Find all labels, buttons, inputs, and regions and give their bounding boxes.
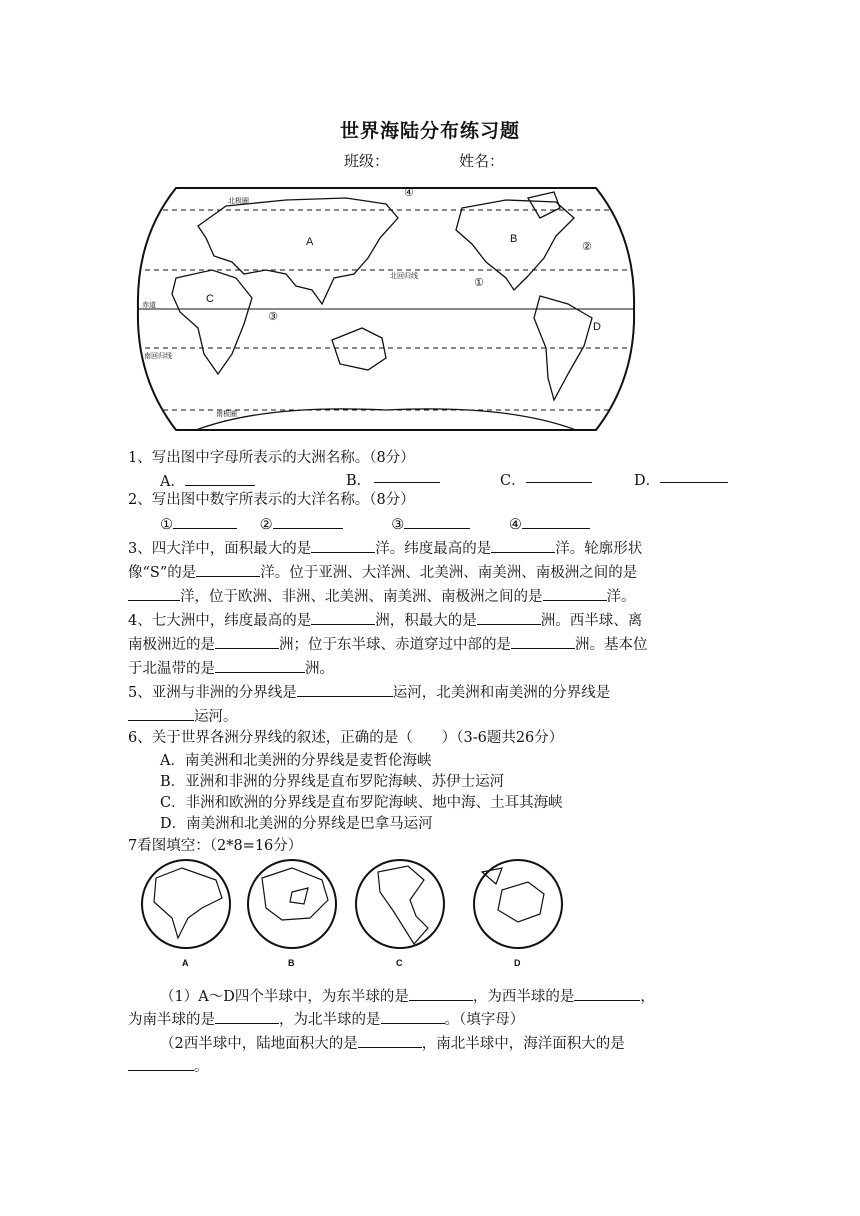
- q1-blank-a[interactable]: [185, 471, 255, 486]
- q5-blank-2[interactable]: [128, 706, 194, 721]
- q2-answers: ① ② ③ ④: [160, 514, 590, 535]
- q2-blank-3[interactable]: [404, 514, 470, 529]
- q1-blank-d-line[interactable]: [660, 482, 728, 483]
- q4-blank-4[interactable]: [511, 634, 575, 649]
- q3-blank-5[interactable]: [543, 586, 607, 601]
- q7-blank-4[interactable]: [381, 1009, 445, 1024]
- student-info: [344, 150, 574, 171]
- globe-c: [356, 860, 444, 948]
- q5-line1: 5、亚洲与非洲的分界线是 运河，北美洲和南美洲的分界线是: [128, 682, 610, 703]
- q4-blank-2[interactable]: [477, 610, 541, 625]
- globe-d: [474, 860, 562, 948]
- class-label: 班级：: [344, 152, 390, 170]
- antarctic-circle-label: 南极圈: [216, 411, 237, 418]
- continent-label-d: D: [593, 321, 601, 333]
- q3-blank-3[interactable]: [196, 562, 260, 577]
- q3-line3: 洋，位于欧洲、非洲、北美洲、南美洲、南极洲之间的是 洋。: [128, 586, 636, 607]
- q2-blank-4[interactable]: [522, 514, 590, 529]
- q3-blank-1[interactable]: [311, 538, 375, 553]
- q1-blank-b-line[interactable]: [374, 482, 440, 483]
- q6-option-a[interactable]: A．南美洲和北美洲的分界线是麦哲伦海峡: [160, 753, 432, 769]
- q3-line1: 3、四大洋中，面积最大的是 洋。纬度最高的是 洋。轮廓形状: [128, 538, 642, 559]
- q7-blank-1[interactable]: [409, 986, 473, 1001]
- q3-blank-4[interactable]: [128, 586, 180, 601]
- q7-part2-line2: 。: [128, 1056, 209, 1077]
- q3-line2: 像“S”的是 洋。位于亚洲、大洋洲、北美洲、南美洲、南极洲之间的是: [128, 562, 637, 583]
- ocean-label-4: ④: [404, 187, 414, 199]
- q2-text: 2、写出图中数字所表示的大洋名称。（8分）: [128, 492, 415, 508]
- globe-label-a: A: [182, 958, 189, 968]
- q7-blank-3[interactable]: [215, 1009, 279, 1024]
- globe-label-b: B: [288, 958, 295, 968]
- globe-label-c: C: [396, 958, 403, 968]
- q1-answers: A． B． C． D．: [160, 473, 661, 490]
- tropic-of-capricorn-label: 南回归线: [144, 353, 172, 360]
- ocean-label-3: ③: [268, 311, 278, 323]
- q4-blank-3[interactable]: [215, 634, 279, 649]
- q1-blank-c-line[interactable]: [526, 482, 592, 483]
- continent-label-b: B: [510, 233, 518, 245]
- q5-line2: 运河。: [128, 706, 238, 727]
- q4-line1: 4、七大洲中，纬度最高的是 洲，积最大的是 洲。西半球、离: [128, 610, 642, 631]
- q4-line2: 南极洲近的是 洲；位于东半球、赤道穿过中部的是 洲。基本位: [128, 634, 648, 655]
- q7-part1-line2: 为南半球的是 ，为北半球的是 。（填字母）: [128, 1009, 524, 1030]
- name-label: 姓名：: [459, 152, 505, 170]
- equator-label: 赤道: [142, 302, 156, 309]
- globe-label-d: D: [514, 958, 521, 968]
- q2-blank-1[interactable]: [173, 514, 237, 529]
- q7-blank-5[interactable]: [358, 1033, 422, 1048]
- globe-b: [248, 860, 336, 948]
- continent-label-a: A: [306, 236, 314, 248]
- q1-text: 1、写出图中字母所表示的大洲名称。（8分）: [128, 450, 415, 466]
- q6-option-b[interactable]: B．亚洲和非洲的分界线是直布罗陀海峡、苏伊士运河: [160, 774, 505, 790]
- q4-line3: 于北温带的是 洲。: [128, 658, 334, 679]
- q6-option-c[interactable]: C．非洲和欧洲的分界线是直布罗陀海峡、地中海、土耳其海峡: [160, 795, 563, 811]
- globe-a: [142, 860, 230, 948]
- arctic-circle-label: 北极圈: [228, 198, 249, 205]
- q7-text: 7看图填空：（2*8=16分）: [128, 838, 303, 854]
- q5-blank-1[interactable]: [297, 682, 393, 697]
- q6-option-d[interactable]: D．南美洲和北美洲的分界线是巴拿马运河: [160, 816, 433, 832]
- q4-blank-1[interactable]: [311, 610, 375, 625]
- q4-blank-5[interactable]: [215, 658, 305, 673]
- world-map: [136, 178, 636, 440]
- continent-label-c: C: [206, 293, 214, 305]
- q7-part2-line1: （2西半球中，陆地面积大的是 ，南北半球中，海洋面积大的是: [160, 1033, 625, 1054]
- q7-blank-2[interactable]: [574, 986, 640, 1001]
- q6-text: 6、关于世界各洲分界线的叙述，正确的是（ ）（3-6题共26分）: [128, 730, 564, 746]
- hemispheres-figure: [132, 858, 572, 970]
- tropic-of-cancer-label: 北回归线: [390, 273, 418, 280]
- q2-blank-2[interactable]: [273, 514, 343, 529]
- q3-blank-2[interactable]: [491, 538, 555, 553]
- q7-part1-line1: （1）A～D四个半球中，为东半球的是 ，为西半球的是 ，: [160, 986, 655, 1007]
- ocean-label-2: ②: [582, 241, 592, 253]
- ocean-label-1: ①: [474, 277, 484, 289]
- page-title: 世界海陆分布练习题: [339, 120, 520, 142]
- q7-blank-6[interactable]: [128, 1056, 194, 1071]
